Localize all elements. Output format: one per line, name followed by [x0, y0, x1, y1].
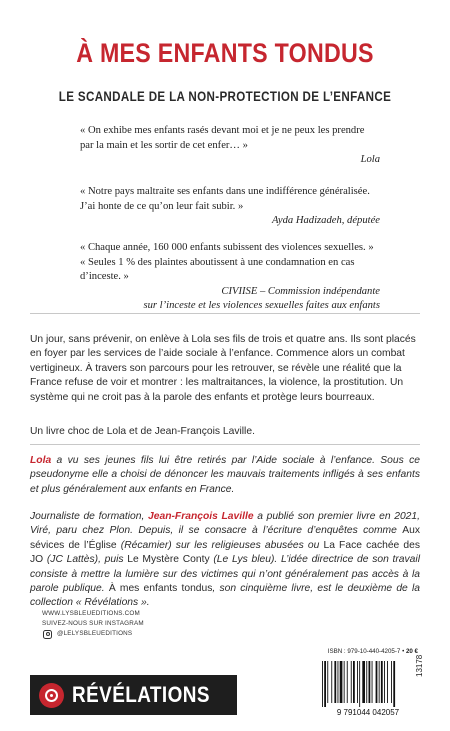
barcode-digits: 9 791044 042057 — [336, 708, 400, 717]
barcode-bar — [322, 661, 323, 707]
tagline: Un livre choc de Lola et de Jean-François Laville. — [30, 426, 255, 437]
instagram-handle: @LELYSBLEUEDITIONS — [57, 630, 133, 637]
barcode-bar — [366, 661, 367, 703]
follow-label: SUIVEZ-NOUS SUR INSTAGRAM — [42, 620, 144, 627]
barcode-bar — [327, 661, 328, 703]
barcode-bar — [372, 661, 373, 703]
collection-band — [30, 675, 237, 715]
barcode-bar — [353, 661, 355, 703]
author-name-lola: Lola — [30, 455, 52, 466]
barcode-bar — [324, 661, 326, 707]
book-title-ref: À mes enfants tondus — [108, 583, 213, 595]
bio-text: (Le Lys bleu). L’idée directrice de son travail consiste à mettre la lumière sur des victimes qui n’ont généralement pas accès à la parole publique. — [30, 554, 420, 595]
barcode-bar — [351, 661, 352, 703]
barcode-bar — [362, 661, 365, 703]
barcode — [318, 659, 418, 717]
quote-author-detail: sur l’inceste et les violences sexuelles faites aux enfants — [143, 300, 380, 311]
barcode-bar — [340, 661, 343, 703]
book-title-ref: Aux sévices de l’Église — [30, 525, 420, 551]
bio-lola — [30, 454, 420, 497]
barcode-bar — [376, 661, 378, 703]
barcode-bar — [393, 661, 395, 707]
quote-block-2 — [80, 185, 380, 229]
book-title-ref: Le Mystère Conty — [127, 554, 210, 566]
barcode-bar — [338, 661, 339, 703]
quote-text: « Notre pays maltraite ses enfants dans une indifférence généralisée. J’ai honte de ce qu’on leur fait subir. » — [80, 186, 370, 212]
revelations-logo-icon — [39, 683, 64, 708]
quote-author: Lola — [360, 154, 380, 165]
publisher-links — [42, 609, 144, 639]
divider — [30, 444, 420, 445]
barcode-bar — [331, 661, 332, 703]
instagram-link[interactable] — [42, 629, 144, 639]
website-link[interactable]: WWW.LYSBLEUEDITIONS.COM — [42, 610, 140, 617]
barcode-bar — [344, 661, 345, 703]
bio-laville — [30, 510, 420, 611]
barcode-bar — [359, 661, 360, 707]
isbn: ISBN : 979-10-440-4205-7 — [327, 648, 401, 655]
book-title: À MES ENFANTS TONDUS — [76, 38, 374, 68]
barcode-bar — [369, 661, 371, 703]
author-name-laville: Jean-François Laville — [148, 511, 254, 522]
barcode-bar — [379, 661, 380, 703]
barcode-bar — [387, 661, 388, 703]
instagram-icon — [43, 630, 52, 639]
quote-text: « On exhibe mes enfants rasés devant moi et je ne peux les prendre par la main et les sortir de cet enfer… » — [80, 125, 365, 151]
bio-text: Journaliste de formation, — [30, 511, 149, 522]
divider — [30, 313, 420, 314]
book-title-ref: La Face cachée des JO — [30, 539, 420, 566]
bio-lola-text: a vu ses jeunes fils lui être retirés par l’Aide sociale à l’enfance. Sous ce pseudonyme elle a choisi de dénoncer les mauvais traitements infligés à ses enfants et plus généralement aux enfants en France. — [30, 455, 420, 495]
internal-code: 13178 — [415, 654, 424, 677]
quote-author: Ayda Hadizadeh, députée — [272, 215, 380, 226]
isbn-price: ISBN : 979-10-440-4205-7 • 20 € — [327, 648, 418, 655]
price: 20 € — [405, 648, 418, 655]
barcode-bar — [334, 661, 336, 703]
barcode-bar — [384, 661, 385, 703]
bio-text: a publié son premier livre en 2021, Viré, paru chez Plon. Depuis, il se consacre à l’écriture d’enquêtes comme — [30, 511, 420, 537]
book-subtitle: LE SCANDALE DE LA NON-PROTECTION DE L’ENFANCE — [58, 89, 392, 104]
barcode-bar — [357, 661, 358, 703]
quote-block-3 — [80, 241, 380, 314]
bio-text: (JC Lattès), puis — [43, 554, 128, 566]
synopsis: Un jour, sans prévenir, on enlève à Lola ses fils de trois et quatre ans. Ils sont placés en foyer par les services de l’aide sociale à l’enfance. Commence alors un combat vertigineux. À travers son parcours pour les retrouver, se révèle une réalité que la France refuse de voir et montrer : les maltraitances, la violence, la prostitution. Un système qui ne croit pas à la parole des enfants et protège leurs bourreaux. — [30, 334, 416, 403]
collection-name: RÉVÉLATIONS — [72, 682, 210, 707]
barcode-bar — [381, 661, 383, 703]
quote-author: CIVIISE – Commission indépendante — [221, 285, 380, 297]
bio-text: , son cinquième livre, est le deuxième de la collection « Révélations ». — [30, 583, 420, 609]
quote-block-1 — [80, 124, 380, 168]
bio-text: (Récamier) sur les religieuses abusées ou — [116, 539, 324, 551]
barcode-bar — [347, 661, 348, 703]
barcode-bar — [391, 661, 392, 703]
quote-text: « Chaque année, 160 000 enfants subissent des violences sexuelles. » « Seules 1 % des plaintes aboutissent à une condamnation en cas d’inceste. » — [80, 242, 374, 282]
